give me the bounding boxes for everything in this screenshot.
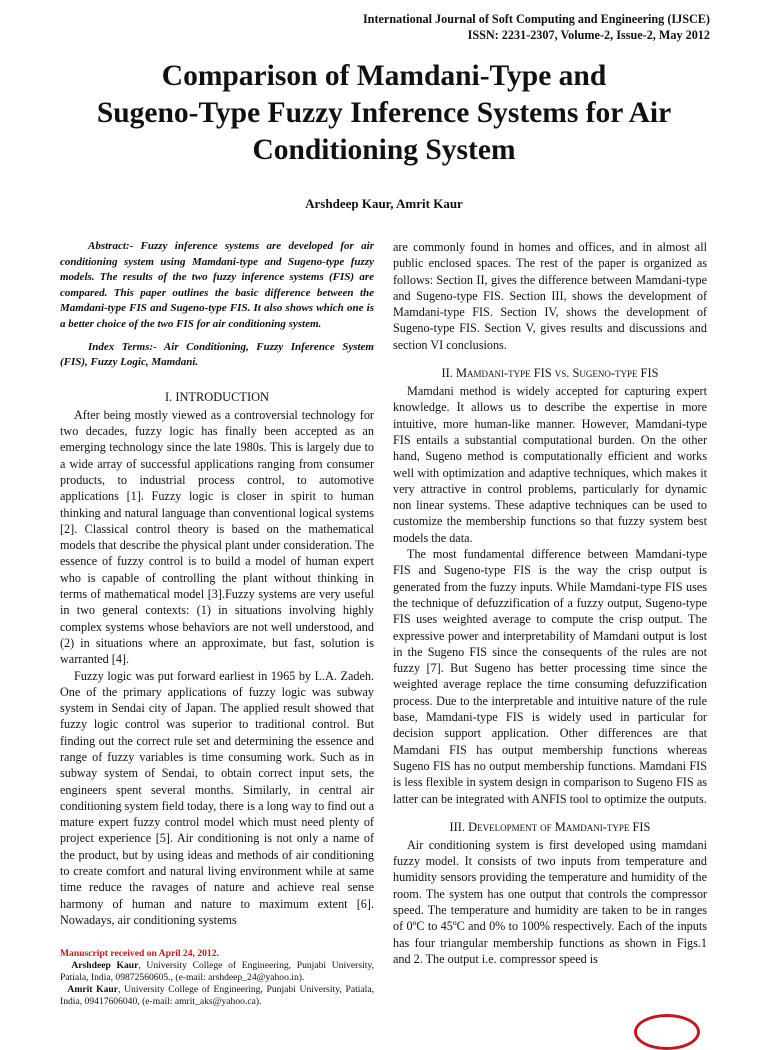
section-3-heading [393,819,707,835]
paper-title [40,58,728,169]
author-2-note [60,984,374,1008]
authors: Arshdeep Kaur, Amrit Kaur [305,196,463,211]
author-2-info: , University College of Engineering, Punjabi University, Patiala, India, 09417606040, (e-mail: amrit_aks@yahoo.ca). [60,984,375,1007]
title-line-1: Comparison of Mamdani-Type and [161,60,607,92]
abstract: Abstract:- Fuzzy inference systems are developed for air conditioning system using Mamdani-type and Sugeno-type fuzzy models. The results of the two fuzzy inference systems (FIS) are compared. This paper outlines the basic difference between the Mamdani-type FIS and Sugeno-type FIS. It also shows which one is a better choice of the two FIS for air conditioning system. [60,240,374,330]
section-2-number: II. [441,366,453,381]
section-3-paragraph-1: Air conditioning system is first developed using mamdani fuzzy model. It consists of two inputs from temperature and humidity sensors providing the temperature and humidity of the room. The system has one output that controls the compressor speed. The temperature and humidity are taken to be in ranges of 0ºC to 45ºC and 0% to 100% respectively. Each of the inputs has four triangular membership functions as shown in Figs.1 and 2. The output i.e. compressor speed is [393,837,707,966]
footnote [60,948,374,1008]
manuscript-received: Manuscript received on April 24, 2012. [60,948,219,959]
author-2-name: Amrit Kaur [67,984,118,995]
section-3-title: Development of Mamdani-type FIS [468,819,651,834]
index-terms: Index Terms:- Air Conditioning, Fuzzy Inference System (FIS), Fuzzy Logic, Mamdani. [60,340,374,369]
right-column [393,239,707,967]
title-line-2: Sugeno-Type Fuzzy Inference Systems for Air [96,97,672,129]
author-1-info: , University College of Engineering, Punjabi University, Patiala, India, 09872560605., (e-mail: arshdeep_24@yahoo.in). [60,960,375,983]
intro-paragraph-1: After being mostly viewed as a controversial technology for two decades, fuzzy logic has finally been accepted as an emerging technology since the late 1980s. This is largely due to a wide array of successful applications ranging from consumer products, to industrial process control, to automotive applications [1]. Fuzzy logic is closer in spirit to human thinking and natural language than conventional logical systems [2]. Classical control theory is based on the mathematical models that describe the physical plant under consideration. The essence of fuzzy control is to build a model of human expert who is capable of controlling the plant without thinking in terms of mathematical model [3].Fuzzy systems are very useful in two general contexts: (1) in situations involving highly complex systems whose behaviors are not well understood, and (2) in situations where an approximate, but fast, solution is warranted [4]. [60,407,374,667]
section-2-title: Mamdani-type FIS vs. Sugeno-type FIS [456,366,659,381]
left-column [60,239,374,928]
journal-header [363,12,710,43]
journal-name: International Journal of Soft Computing and Engineering (IJSCE) [362,12,710,26]
section-2-paragraph-1: Mamdani method is widely accepted for capturing expert knowledge. It allows us to describe the expertise in more intuitive, more human-like manner. However, Mamdani-type FIS entails a substantial computational burden. On the other hand, Sugeno method is computationally efficient and works well with optimization and adaptive techniques, which makes it very attractive in control problems, particularly for dynamic non linear systems. These adaptive techniques can be used to customize the membership functions so that fuzzy system best models the data. [393,384,707,545]
title-line-3: Conditioning System [252,134,516,166]
author-1-note [60,960,374,984]
intro-heading: I. INTRODUCTION [165,389,269,404]
journal-issn: ISSN: 2231-2307, Volume-2, Issue-2, May 2012 [467,27,710,42]
section-2-heading [393,365,707,381]
intro-paragraph-3: are commonly found in homes and offices, and in almost all public enclosed spaces. The rest of the paper is organized as follows: Section II, gives the difference between Mamdani-type and Sugeno-type FIS. Section III, shows the development of Mamdani-type FIS. Section IV, shows the development of Sugeno-type FIS. Section V, gives results and discussions and section VI conclusions. [393,240,707,352]
intro-paragraph-2: Fuzzy logic was put forward earliest in 1965 by L.A. Zadeh. One of the primary applications of fuzzy logic was subway system in Sendai city of Japan. The applied result showed that fuzzy logic control was superior to traditional control. But finding out the correct rule set and determining the essence and range of fuzzy variables is time consuming work. Such as in subway system of Sendai, to obtain correct input sets, the engineers spent several months. Similarly, in central air conditioning system field today, there is a long way to find out a mature expert fuzzy control model which must need plenty of project experience [5]. Air conditioning is not only a name of the product, but by using ideas and methods of air conditioning to create comfort and natural living environment while at same time reduce the ravages of nature and achieve real sense harmony of human and nature to maximum extent [6]. Nowadays, air conditioning systems [60,668,374,927]
section-2-paragraph-2: The most fundamental difference between Mamdani-type FIS and Sugeno-type FIS is the way the crisp output is generated from the fuzzy inputs. While Mamdani-type FIS uses the technique of defuzzification of a fuzzy output, Sugeno-type FIS uses weighted average to compute the crisp output. The expressive power and interpretability of Mamdani output is lost in the Sugeno FIS since the consequents of the rules are not fuzzy [7]. But Sugeno has better processing time since the weighted average replace the time consuming defuzzification process. Due to the interpretable and intuitive nature of the rule base, Mamdani-type FIS is widely used in particular for decision support application. Other differences are that Mamdani FIS has output membership functions whereas Sugeno FIS has no output membership functions. Mamdani FIS is less flexible in system design in comparison to Sugeno FIS as latter can be integrated with ANFIS tool to optimize the outputs. [393,547,707,806]
publisher-logo-fragment [634,1014,700,1050]
section-3-number: III. [449,819,466,834]
author-1-name: Arshdeep Kaur [71,960,139,971]
